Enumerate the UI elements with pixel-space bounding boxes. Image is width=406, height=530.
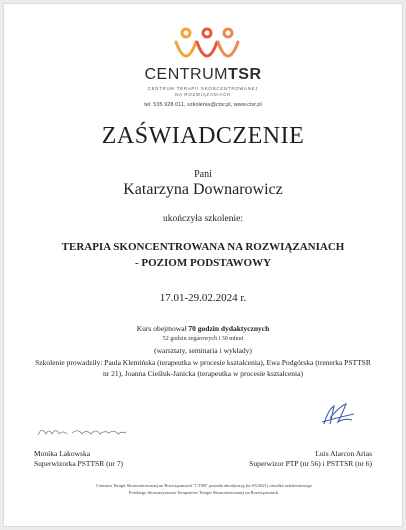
course-dates: 17.01-29.02.2024 r. xyxy=(159,292,247,304)
recipient-name: Katarzyna Downarowicz xyxy=(123,181,283,198)
course-title-line2: - POZIOM PODSTAWOWY xyxy=(134,257,272,269)
course-title xyxy=(4,239,402,271)
certificate-page xyxy=(3,3,403,527)
signature-right xyxy=(318,400,358,428)
hours-bold: 70 godzin dydaktycznych xyxy=(188,324,270,333)
brand-name xyxy=(4,66,402,84)
brand-subtitle xyxy=(4,86,402,97)
hours-detail: 52 godzin zegarowych i 30 minut xyxy=(162,336,244,342)
signatory-right-name: Luis Alarcon Arias xyxy=(315,449,372,458)
signatory-left-role: Superwizorka PSTTSR (nr 7) xyxy=(34,459,123,468)
signatory-left-name: Monika Lakowska xyxy=(34,449,91,458)
brand-name-part2: TSR xyxy=(228,66,262,83)
ctsr-logo-icon xyxy=(172,26,242,62)
brand-subtitle-line2: NA ROZWIĄZANIACH xyxy=(175,91,231,97)
signature-left xyxy=(34,422,144,440)
signatory-left xyxy=(34,449,123,469)
certificate-title: ZAŚWIADCZENIE xyxy=(101,123,305,149)
course-hours xyxy=(4,324,402,333)
footer-line2: Polskiego Stowarzyszenia Terapeutów Terapii Skoncentrowanej na Rozwiązaniach. xyxy=(128,490,280,495)
completed-text: ukończyła szkolenie: xyxy=(163,214,243,224)
brand-subtitle-line1: CENTRUM TERAPII SKONCENTROWANEJ xyxy=(147,86,259,91)
trainers-text: Szkolenie prowadziły: Paula Klemińska (terapeutka w procesie kształcenia), Ewa Podgórska (trenerka PSTTSR nr 21), Joanna Cieśluk-Janicka (terapeutka w procesie kształcenia) xyxy=(35,358,371,378)
hours-prefix: Kurs obejmował xyxy=(136,324,189,333)
course-format: (warsztaty, seminaria i wykłady) xyxy=(154,346,252,355)
course-title-line1: TERAPIA SKONCENTROWANA NA ROZWIĄZANIACH xyxy=(61,241,345,253)
salutation: Pani xyxy=(194,169,212,180)
footer-line1: Centrum Terapii Skoncentrowanej na Rozwiązaniach "CTSR" posiada akredytację (nr 05/2021) ośrodka szkoleniowego xyxy=(96,483,312,488)
contact-info: tel. 535 928 011, szkolenia@ctsr.pl, www.ctsr.pl xyxy=(144,102,262,108)
signatory-right xyxy=(249,449,372,469)
accreditation-footer xyxy=(24,482,384,496)
brand-name-part1: CENTRUM xyxy=(144,66,228,83)
signatory-right-role: Superwizor PTP (nr 56) i PSTTSR (nr 6) xyxy=(249,459,372,468)
